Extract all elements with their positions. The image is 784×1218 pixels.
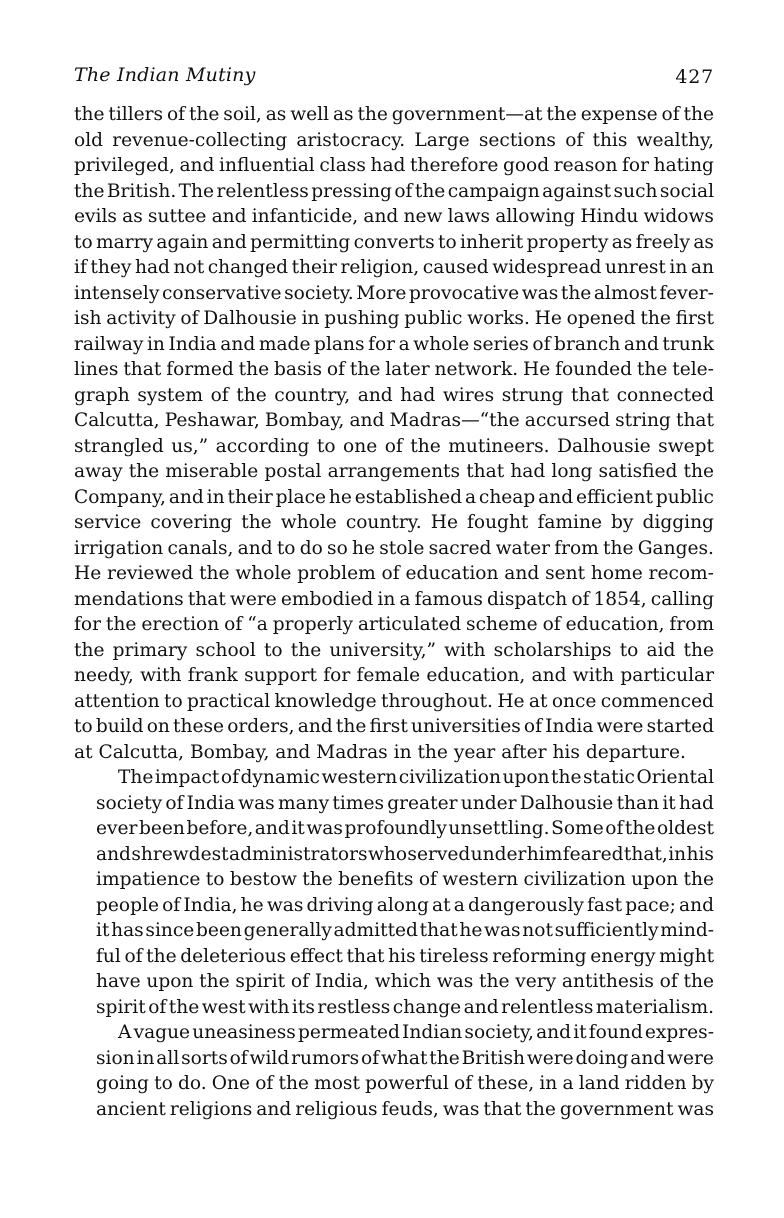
running-title: The Indian Mutiny	[74, 64, 256, 86]
text-line: graph system of the country, and had wires strung that connected	[74, 384, 714, 406]
text-line: if they had not changed their religion, caused widespread unrest in an	[74, 257, 714, 278]
text-line: impatience to bestow the benefits of western civilization upon the	[96, 869, 714, 890]
text-line: irrigation canals, and to do so he stole sacred water from the Ganges.	[74, 537, 714, 559]
text-line: A vague uneasiness permeated Indian society, and it found expres-	[118, 1022, 714, 1043]
text-line: the tillers of the soil, as well as the government—at the expense of the	[74, 104, 714, 125]
text-line: Calcutta, Peshawar, Bombay, and Madras—“the accursed string that	[74, 410, 714, 431]
text-line: going to do. One of the most powerful of these, in a land ridden by	[96, 1073, 715, 1094]
text-line: to marry again and permitting converts to inherit property as freely as	[74, 231, 714, 253]
text-line: people of India, he was driving along at a dangerously fast pace; and	[96, 894, 714, 916]
text-line: The impact of dynamic western civilization upon the static Oriental	[118, 767, 715, 788]
text-line: railway in India and made plans for a whole series of branch and trunk	[74, 333, 715, 355]
paragraph-continuation	[74, 102, 714, 765]
text-line: it has since been generally admitted that he was not sufficiently mind-	[96, 920, 715, 941]
text-line: society of India was many times greater under Dalhousie than it had	[96, 792, 714, 814]
text-line: old revenue-collecting aristocracy. Large sections of this wealthy,	[74, 129, 714, 151]
text-line: to build on these orders, and the first universities of India were started	[74, 716, 714, 737]
text-line: ancient religions and religious feuds, was that the government was	[96, 1098, 715, 1120]
text-line: He reviewed the whole problem of education and sent home recom-	[74, 563, 714, 584]
running-head	[74, 64, 714, 102]
paragraph-vague-uneasiness	[74, 1020, 714, 1122]
text-line: needy, with frank support for female education, and with particular	[74, 665, 715, 686]
text-line: lines that formed the basis of the later network. He founded the tele-	[74, 359, 714, 380]
text-line: have upon the spirit of India, which was the very antithesis of the	[96, 971, 714, 992]
text-line: ful of the deleterious effect that his tireless reforming energy might	[96, 945, 715, 967]
text-line: ish activity of Dalhousie in pushing public works. He opened the first	[74, 308, 714, 329]
text-line: service covering the whole country. He fought famine by digging	[74, 512, 714, 533]
text-line: mendations that were embodied in a famous dispatch of 1854, calling	[74, 588, 715, 610]
body-text	[74, 102, 714, 1122]
text-line: privileged, and influential class had therefore good reason for hating	[74, 155, 714, 176]
page-number: 427	[675, 66, 714, 88]
text-line: ever been before, and it was profoundly unsettling. Some of the oldest	[96, 818, 715, 839]
text-line: and shrewdest administrators who served under him feared that, in his	[96, 843, 714, 865]
text-line: at Calcutta, Bombay, and Madras in the year after his departure.	[74, 741, 686, 763]
text-line: spirit of the west with its restless change and relentless materialism.	[96, 996, 715, 1018]
text-line: for the erection of “a properly articulated scheme of education, from	[74, 614, 715, 635]
text-line: the British. The relentless pressing of the campaign against such social	[74, 180, 715, 202]
book-page	[74, 64, 714, 1122]
text-line: Company, and in their place he established a cheap and efficient public	[74, 486, 714, 508]
paragraph-western-civilization	[74, 765, 714, 1020]
text-line: evils as suttee and infanticide, and new laws allowing Hindu widows	[74, 206, 714, 227]
text-line: strangled us,” according to one of the mutineers. Dalhousie swept	[74, 435, 715, 457]
text-line: away the miserable postal arrangements that had long satisfied the	[74, 461, 715, 482]
text-line: the primary school to the university,” with scholarships to aid the	[74, 639, 715, 661]
text-line: sion in all sorts of wild rumors of what the British were doing and were	[96, 1047, 714, 1069]
text-line: attention to practical knowledge throughout. He at once commenced	[74, 690, 714, 712]
text-line: intensely conservative society. More provocative was the almost fever-	[74, 282, 714, 304]
